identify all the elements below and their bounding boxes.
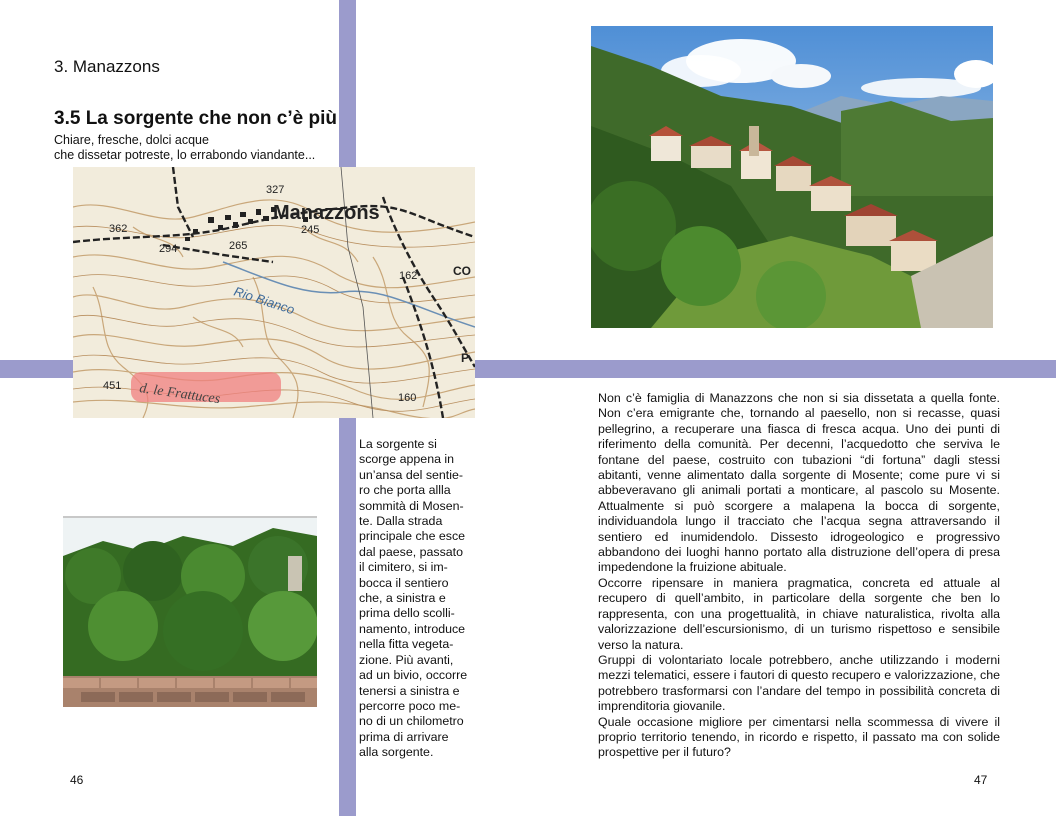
topographic-map-image: [73, 167, 475, 418]
text-line: ad un bivio, occorre: [359, 668, 468, 683]
text-line: no di un chilometro: [359, 714, 464, 729]
epigraph-quote: [54, 133, 315, 163]
text-line: alla sorgente.: [359, 745, 434, 760]
text-line: ro che porta allla: [359, 483, 451, 498]
map-elevation-label: 327: [266, 184, 285, 196]
paragraph: Non c’è famiglia di Manazzons che non si sia dissetata a quella fonte. Non c’era emigrante che, tornando al paesello, non si recasse, quasi pellegrino, a recuperare una fiasca di fresca acqua. Uno dei punti di riferimento della comunità. Per decenni, l’acquedotto che serviva le fontane del paese, costruito con tubazioni “di fortuna” dagli stessi abitanti, venne alimentato dalla sorgente di Mosente; come pure vi si abbeveravano gli animali portati a monticare, al pascolo su Mosente. Attualmente si può scorgere a malapena la bocca di sorgente, individuandola lungo il tracciato che l’acqua segna attraversando il sentiero ed inumidendolo. Dissesto idrogeologico e progressivo abbandono dei luoghi hanno portato alla distruzione dell’opera di presa impedendone la fruizione abituale.: [598, 391, 1000, 575]
map-edge-label: CO: [453, 264, 471, 278]
text-line: La sorgente si: [359, 437, 437, 451]
page-number-right: 47: [974, 773, 988, 787]
text-line: sommità di Mosen-: [359, 498, 464, 513]
text-line: il cimitero, si im-: [359, 560, 448, 575]
quote-line: che dissetar potreste, lo errabondo viandante...: [54, 148, 316, 162]
main-text-column: [598, 391, 1000, 761]
map-elevation-label: 265: [229, 240, 248, 252]
map-elevation-label: 451: [103, 380, 122, 392]
map-elevation-label: 162: [399, 270, 418, 282]
text-line: tenersi a sinistra e: [359, 683, 460, 698]
page-number-left: 46: [70, 773, 84, 787]
text-line: namento, introduce: [359, 621, 466, 636]
forest-photo: [63, 516, 317, 707]
text-line: dal paese, passato: [359, 544, 464, 559]
map-label-stream: Rio Bianco: [232, 283, 297, 318]
text-line: prima di arrivare: [359, 729, 449, 744]
map-label-locality: d. le Frattuces: [138, 381, 222, 408]
text-line: che, a sinistra e: [359, 591, 446, 606]
sidebar-text-column: [359, 437, 477, 761]
village-photo: [591, 26, 993, 328]
text-line: scorge appena in: [359, 452, 455, 467]
map-elevation-label: 294: [159, 243, 178, 255]
text-line: prima dello scolli-: [359, 606, 455, 621]
text-line: nella fitta vegeta-: [359, 637, 454, 652]
text-line: zione. Più avanti,: [359, 652, 454, 667]
map-elevation-label: 160: [398, 392, 417, 404]
paragraph: Gruppi di volontariato locale potrebbero, anche utilizzando i moderni mezzi telematici, essere i fautori di questo recupero e valorizzazione, che potrebbero trasformarsi con l’andare del tempo in possibilità concreta di imprenditoria giovanile.: [598, 652, 1000, 714]
map-elevation-label: 245: [301, 224, 320, 236]
map-edge-label: P: [461, 351, 470, 365]
text-line: bocca il sentiero: [359, 575, 449, 590]
map-elevation-label: 362: [109, 223, 128, 235]
text-line: te. Dalla strada: [359, 514, 443, 529]
paragraph: Occorre ripensare in maniera pragmatica, concreta ed attuale al recupero di quell’ambito, in particolare della sorgente che ben lo rappresenta, con una progettualità, in chiave naturalistica, rivolta alla valorizzazione dell’escursionismo, di un turismo rispettoso e sensibile verso la natura.: [598, 575, 1000, 652]
text-line: un’ansa del sentie-: [359, 467, 464, 482]
paragraph: Quale occasione migliore per cimentarsi nella scommessa di vivere il proprio territorio tenendo, in ricordo e rispetto, il passato ma con solide prospettive per il futuro?: [598, 714, 1000, 760]
text-line: principale che esce: [359, 529, 466, 544]
map-label-village: Manazzons: [273, 202, 380, 224]
section-title: 3.5 La sorgente che non c’è più: [54, 108, 337, 129]
quote-line: Chiare, fresche, dolci acque: [54, 133, 209, 147]
text-line: percorre poco me-: [359, 698, 461, 713]
chapter-heading: 3. Manazzons: [54, 57, 160, 76]
